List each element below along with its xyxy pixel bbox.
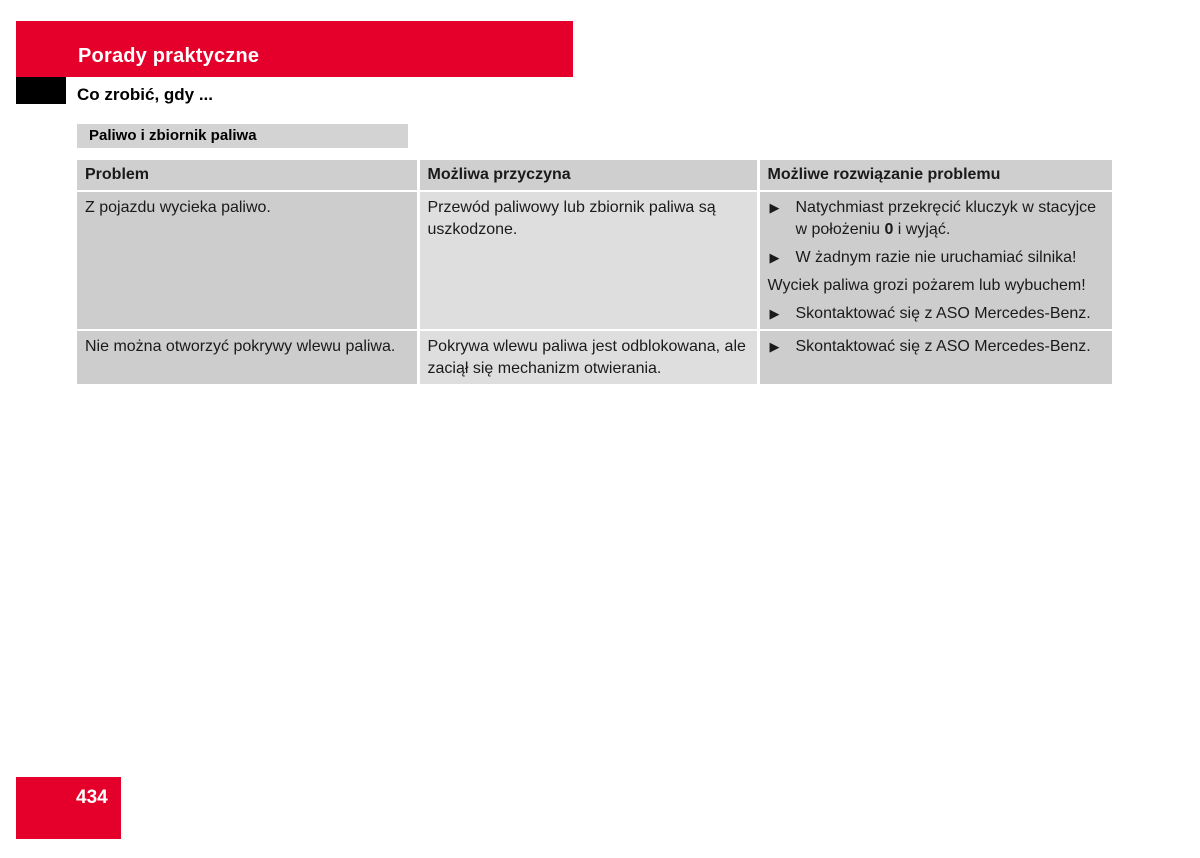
cause-cell: Pokrywa wlewu paliwa jest odblokowana, ale zaciął się mechanizm otwierania. — [418, 330, 758, 385]
solution-cell — [758, 330, 1112, 385]
section-heading-bar — [77, 124, 408, 148]
solution-step — [768, 303, 1105, 325]
page-number: 434 — [76, 787, 108, 808]
solution-step-text: Skontaktować się z ASO Mercedes-Benz. — [795, 305, 1091, 322]
column-header-cause: Możliwa przyczyna — [418, 160, 758, 191]
table-row — [77, 330, 1112, 385]
section-title: Paliwo i zbiornik paliwa — [89, 127, 257, 144]
troubleshooting-table — [77, 160, 1112, 386]
table-header-row — [77, 160, 1112, 191]
problem-cell: Nie można otworzyć pokrywy wlewu paliwa. — [77, 330, 418, 385]
solution-step — [768, 197, 1105, 241]
solution-step-text: Skontaktować się z ASO Mercedes-Benz. — [795, 338, 1091, 355]
problem-cell: Z pojazdu wycieka paliwo. — [77, 191, 418, 330]
bullet-arrow-icon: ▶ — [769, 339, 780, 354]
solution-step — [768, 247, 1105, 269]
solution-step-text-end: i wyjąć. — [893, 221, 951, 238]
cause-cell: Przewód paliwowy lub zbiornik paliwa są uszkodzone. — [418, 191, 758, 330]
column-header-solution: Możliwe rozwiązanie problemu — [758, 160, 1112, 191]
chapter-header-bar — [16, 21, 573, 77]
chapter-title: Porady praktyczne — [78, 45, 260, 67]
page-subtitle: Co zrobić, gdy ... — [77, 85, 214, 104]
warning-note: Wyciek paliwa grozi pożarem lub wybuchem! — [767, 277, 1086, 294]
bullet-arrow-icon: ▶ — [769, 306, 780, 321]
table-row — [77, 191, 1112, 330]
solution-step-text: Natychmiast przekręcić kluczyk w stacyjce w położeniu — [795, 199, 1097, 238]
bullet-arrow-icon: ▶ — [769, 200, 780, 215]
page-number-tab — [16, 777, 121, 839]
key-position-value: 0 — [884, 221, 894, 238]
bullet-arrow-icon: ▶ — [769, 250, 780, 265]
column-header-problem: Problem — [77, 160, 418, 191]
solution-step-text: W żadnym razie nie uruchamiać silnika! — [795, 249, 1077, 266]
solution-step — [768, 336, 1105, 358]
section-marker — [16, 77, 66, 104]
solution-cell — [758, 191, 1112, 330]
